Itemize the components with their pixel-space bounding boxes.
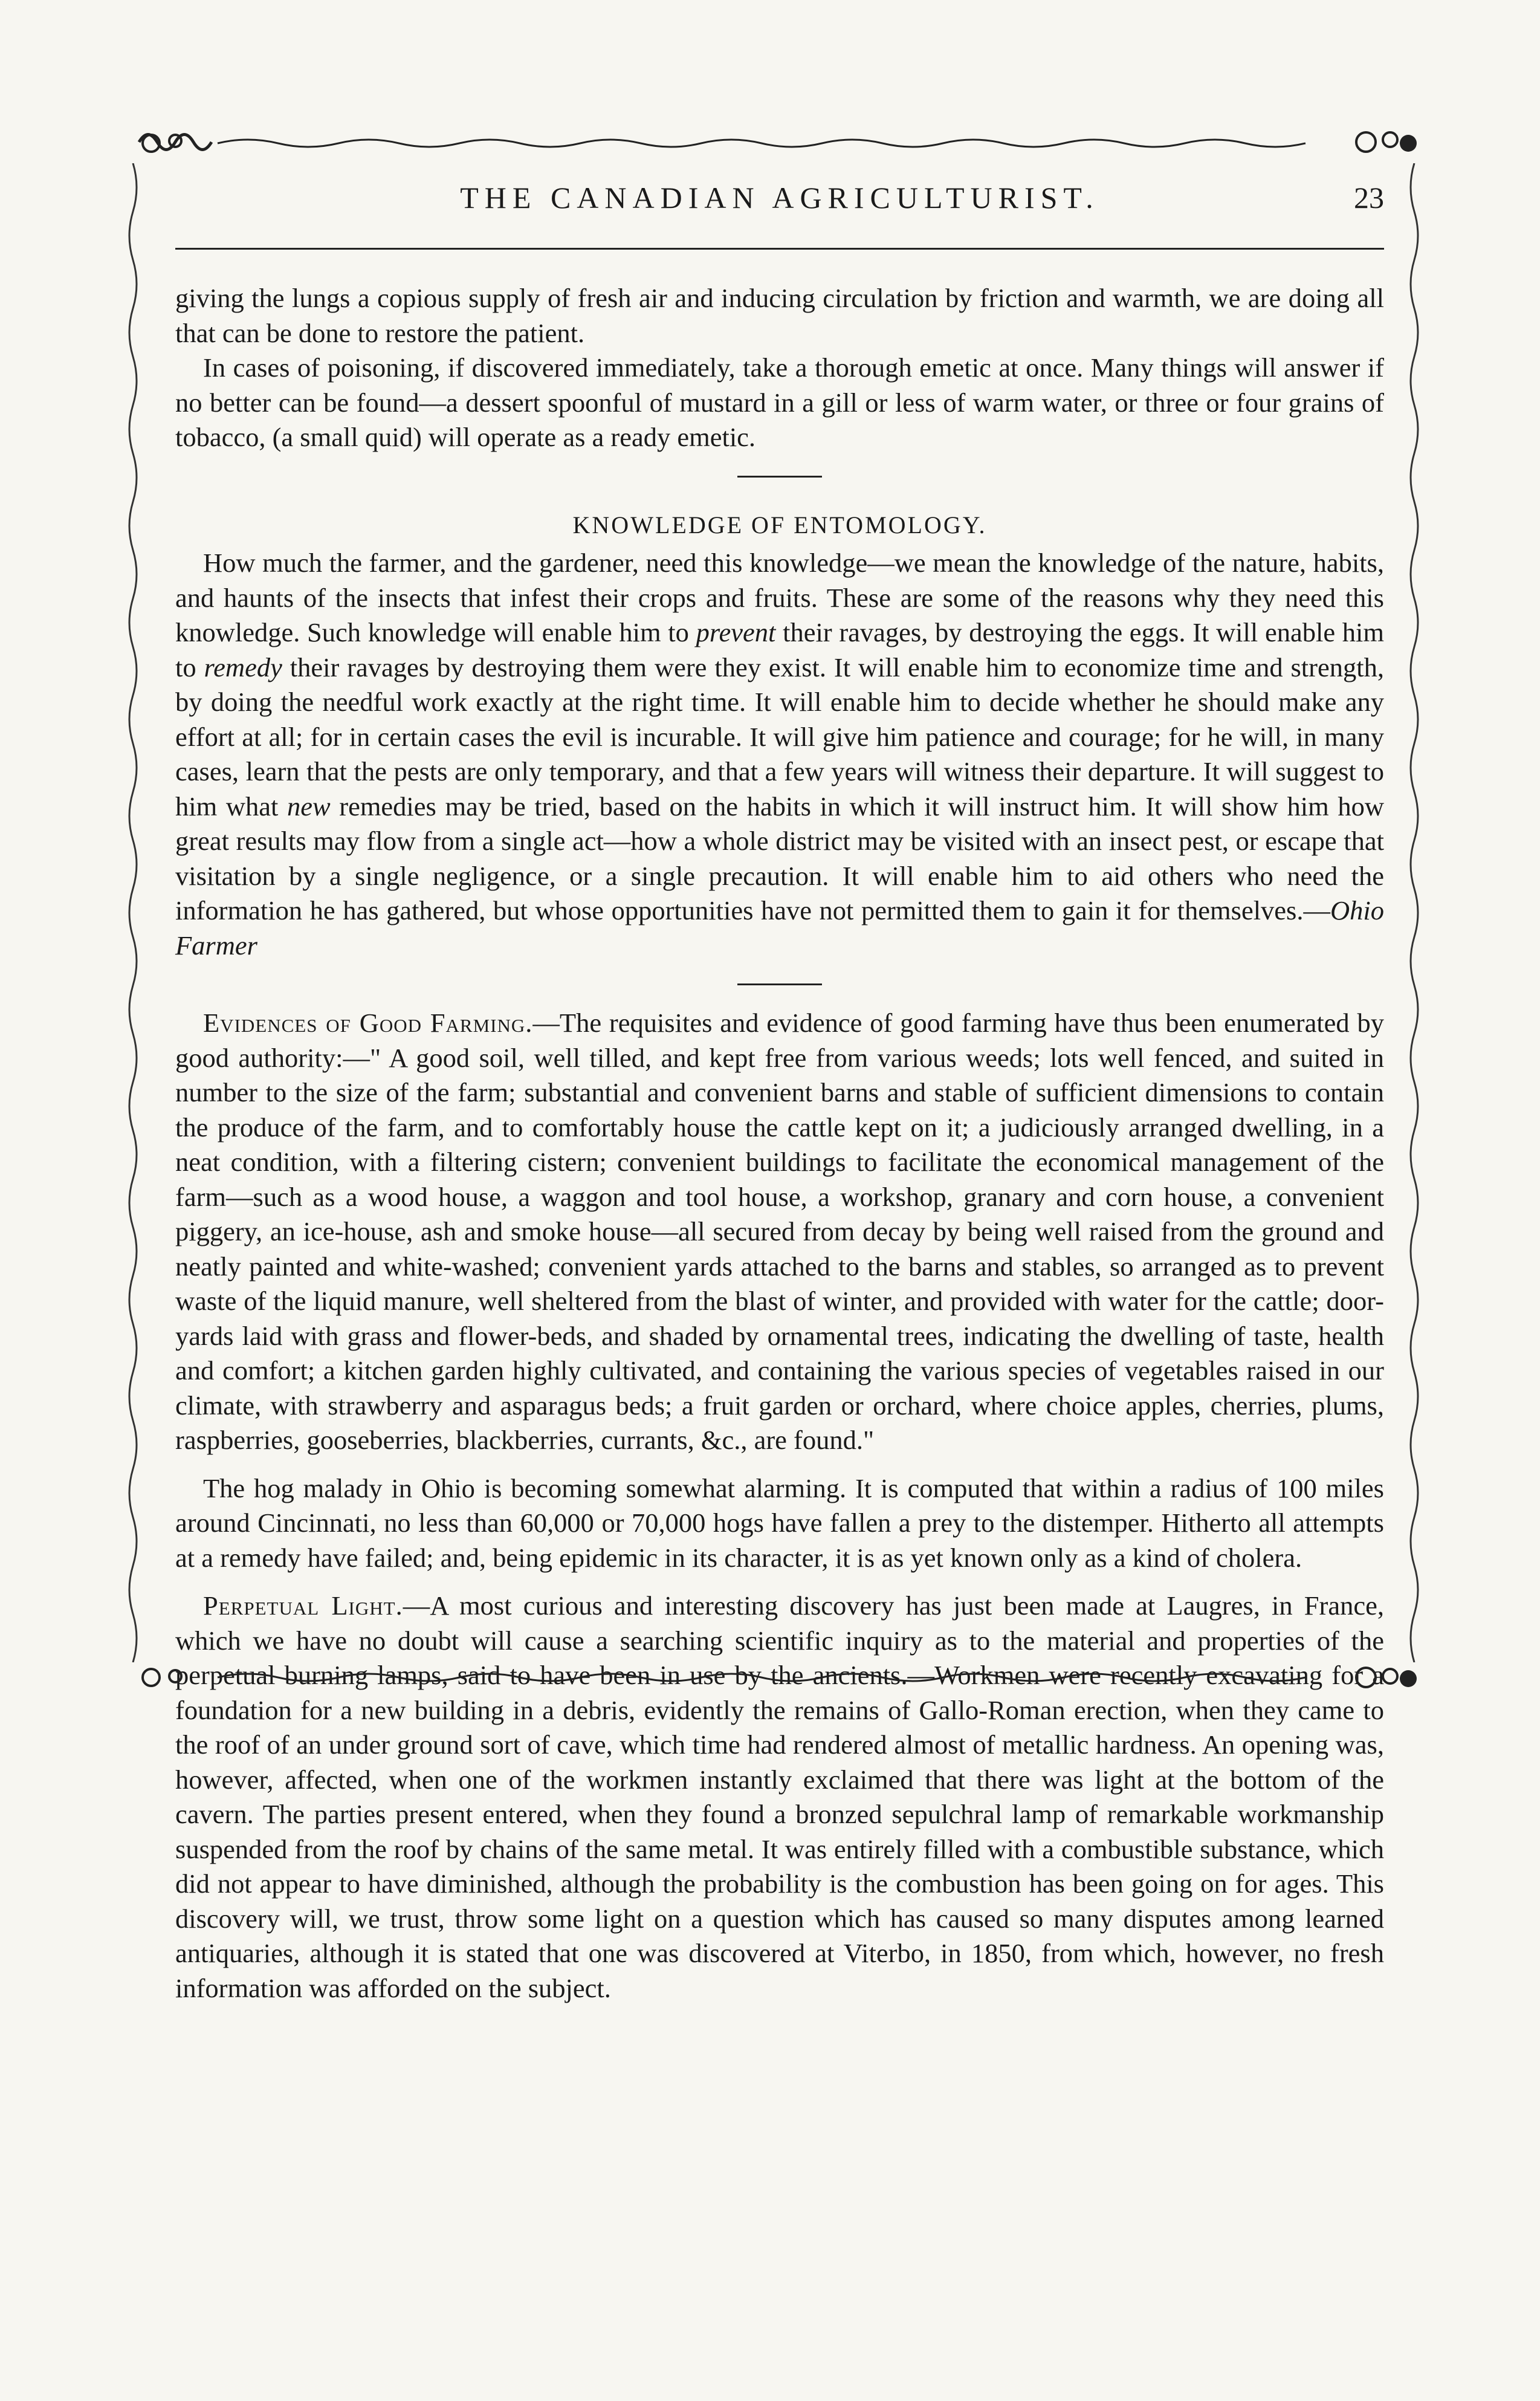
left-ornament-border <box>124 163 142 1662</box>
entomology-paragraph: How much the farmer, and the gardener, need this knowledge—we mean the knowledge of the nature, habits, and haunts of the insects that infest their crops and fruits. These are some of the reasons why they need this knowledge. Such knowledge will enable him to prevent their ravages, by destroying the eggs. It will enable him to remedy their ravages by destroying them were they exist. It will enable him to economize time and strength, by doing the needful work exactly at the right time. It will enable him to decide whether he should make any effort at all; for in certain cases the evil is incurable. It will give him patience and courage; for he will, in many cases, learn that the pests are only temporary, and that a few years will witness their departure. It will suggest to him what new remedies may be tried, based on the habits in which it will instruct him. It will show him how great results may flow from a single act—how a whole district may be visited with an insect pest, or escape that visitation by a single negligence, or a single precaution. It will enable him to aid others who need the information he has gathered, but whose opportunities have not permitted them to gain it for themselves.—Ohio Farmer <box>175 548 1384 961</box>
page-number: 23 <box>1354 181 1384 215</box>
entomology-heading: KNOWLEDGE OF ENTOMOLOGY. <box>572 511 987 539</box>
perpetual-light-heading: Perpetual Light. <box>203 1590 403 1621</box>
hog-malady-paragraph: The hog malady in Ohio is becoming somewhat alarming. It is computed that within a radius of 100 miles around Cincinnati, no less than 60,000 or 70,000 hogs have fallen a prey to the distemper. Hitherto all attempts at a remedy have failed; and, being epidemic in its character, it is as yet known only as a kind of cholera. <box>175 1473 1384 1573</box>
good-farming-paragraph: Evidences of Good Farming.—The requisites and evidence of good farming have thus been enumerated by good authority:—" A good soil, well tilled, and kept free from various weeds; lots well fenced, and suited in number to the size of the farm; substantial and convenient barns and stable of sufficient dimensions to contain the produce of the farm, and to comfortably house the cattle kept on it; a judiciously arranged dwelling, in a neat condition, with a filtering cistern; convenient buildings to facilitate the economical management of the farm—such as a wood house, a waggon and tool house, a workshop, granary and corn house, a convenient piggery, an ice-house, ash and smoke house—all secured from decay by being well raised from the ground and neatly painted and white-washed; convenient yards attached to the barns and stables, so arranged as to prevent waste of the liquid manure, well sheltered from the blast of winter, and provided with water for the cattle; door-yards laid with grass and flower-beds, and shaded by ornamental trees, indicating the dwelling of taste, health and comfort; a kitchen garden highly cultivated, and containing the various species of vegetables raised in our climate, with strawberry and asparagus beds; a fruit garden or orchard, where choice apples, cherries, plums, raspberries, gooseberries, blackberries, currants, &c., are found." <box>175 1008 1384 1455</box>
page-header <box>175 177 1384 219</box>
header-rule <box>175 248 1384 250</box>
article-body <box>175 281 1384 2006</box>
good-farming-heading: Evidences of Good Farming. <box>203 1008 533 1038</box>
top-ornament-border <box>127 124 1420 160</box>
perpetual-light-paragraph: Perpetual Light.—A most curious and interesting discovery has just been made at Laugres, in France, which we have no doubt will cause a searching scientific inquiry as to the material and properties of the perpetual burning lamps, said to have been in use by the ancients.—Workmen were recently excavating for a foundation for a new building in a debris, evidently the remains of Gallo-Roman erection, when they came to the roof of an under ground sort of cave, which time had rendered almost of metallic hardness. An opening was, however, affected, when one of the workmen instantly exclaimed that there was light at the bottom of the cavern. The parties present entered, when they found a bronzed sepulchral lamp of remarkable workmanship suspended from the roof by chains of the same metal. It was entirely filled with a combustible substance, which did not appear to have diminished, although the probability is the combustion has been going on for ages. This discovery will, we trust, throw some light on a question which has caused so many disputes among learned antiquaries, although it is stated that one was discovered at Viterbo, in 1850, from which, however, no fresh information was afforded on the subject. <box>175 1590 1384 2003</box>
section-divider <box>737 983 822 985</box>
bottom-ornament-border <box>127 1659 1420 1696</box>
right-ornament-border <box>1405 163 1423 1662</box>
section-divider <box>737 476 822 478</box>
source-citation: Ohio Farmer <box>175 895 1384 961</box>
intro-paragraph-continued: giving the lungs a copious supply of fresh air and inducing circulation by friction and warmth, we are doing all that can be done to restore the patient. <box>175 283 1384 348</box>
poisoning-paragraph: In cases of poisoning, if discovered immediately, take a thorough emetic at once. Many things will answer if no better can be found—a dessert spoonful of mustard in a gill or less of warm water, or three or four grains of tobacco, (a small quid) will operate as a ready emetic. <box>175 352 1384 452</box>
journal-title: THE CANADIAN AGRICULTURIST. <box>460 181 1099 215</box>
